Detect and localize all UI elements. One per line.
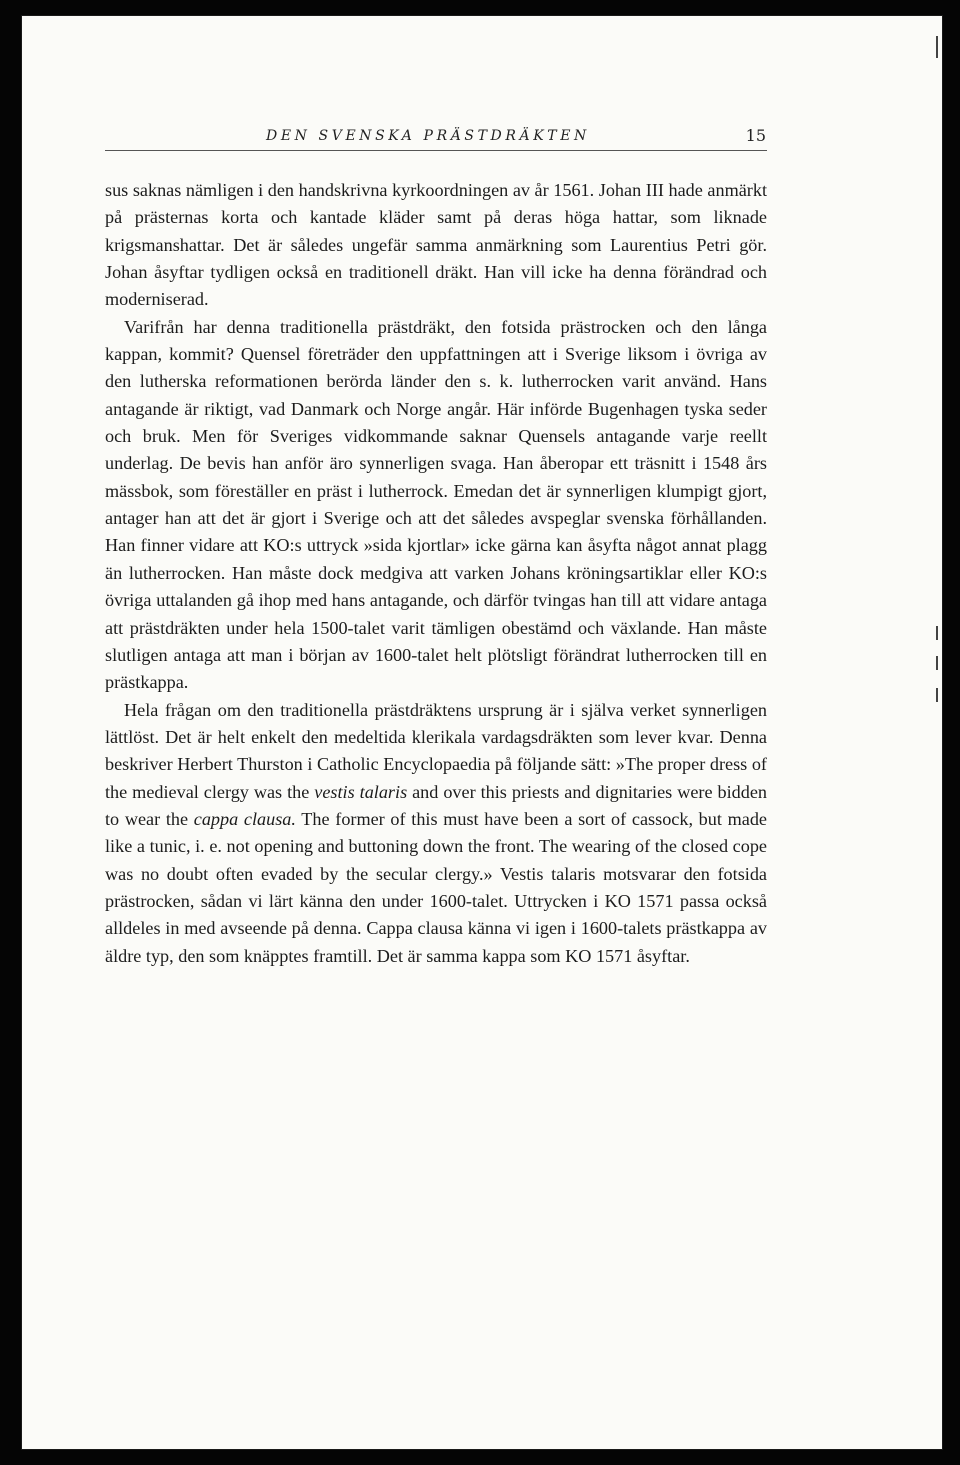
running-head-title: DEN SVENSKA PRÄSTDRÄKTEN [266,128,590,144]
paragraph-3-text-c: The former of this must have been a sort of cassock, but made like a tunic, i. e. not opening and buttoning down the front. The wearing of the closed cope was no doubt often evaded by the secular clergy.» Vestis talaris motsvarar den fotsida prästrocken, sådan vi lärt känna den under 1600-talet. Uttrycken i KO 1571 passa också alldeles in med avseende på denna. Cappa clausa känna vi igen i 1600-talets prästkappa av äldre typ, den som knäpptes framtill. Det är samma kappa som KO 1571 åsyftar. [105,808,767,966]
latin-term-vestis-talaris: vestis talaris [314,781,408,802]
paragraph-3-text-b: and over this priests and dignitaries were bidden to wear the [105,781,767,829]
scan-edge-mark [936,36,938,58]
header-rule [105,150,767,151]
scan-edge-mark [936,626,938,640]
document-page [22,16,942,1449]
paragraph-1: sus saknas nämligen i den handskrivna kyrkoordningen av år 1561. Johan III hade anmärkt på prästernas korta och kantade kläder samt på deras höga hattar, som liknade krigsmanshattar. Det är således ungefär samma anmärkning som Laurentius Petri gör. Johan åsyftar tydligen också en traditionell dräkt. Han vill icke ha denna förändrad och moderniserad. [105,180,767,310]
paragraph-2: Varifrån har denna traditionella prästdräkt, den fotsida prästrocken och den långa kappan, kommit? Quensel företräder den uppfattningen att i Sverige liksom i övriga av den lutherska reformationen berörda länder den s. k. lutherrocken varit använd. Hans antagande är riktigt, vad Danmark och Norge angår. Här införde Bugenhagen tyska seder och bruk. Men för Sveriges vidkommande saknar Quensels antagande varje reellt underlag. De bevis han anför äro synnerligen svaga. Han åberopar ett träsnitt i 1548 års mässbok, som föreställer en präst i lutherrock. Emedan det är synnerligen klumpigt gjort, antager han att det är gjort i Sverige och att det således avspeglar svenska förhållanden. Han finner vidare att KO:s uttryck »sida kjortlar» icke gärna kan åsyfta något annat plagg än lutherrocken. Han måste dock medgiva att varken Johans kröningsartiklar eller KO:s övriga uttalanden gå ihop med hans antagande, och därför tvingas han till att vidare antaga att prästdräkten under hela 1500-talet varit tämligen obestämd och växlande. Han måste slutligen antaga att man i början av 1600-talet helt plötsligt förändrat lutherrocken till en prästkappa. [105,316,767,693]
running-head [22,16,942,156]
paragraph-3 [105,697,767,970]
latin-term-cappa-clausa: cappa clausa. [193,808,296,829]
paragraph-3-text-a: Hela frågan om den traditionella prästdräktens ursprung är i själva verket synnerligen lättlöst. Det är helt enkelt den medeltida klerikala vardagsdräkten som lever kvar. Denna beskriver Herbert Thurston i Catholic Encyclopaedia på följande sätt: »The proper dress of the medieval clergy was the [105,699,767,802]
scan-edge-mark [936,688,938,702]
scan-edge-mark [936,656,938,670]
body-text [105,177,767,970]
page-number: 15 [745,126,766,145]
